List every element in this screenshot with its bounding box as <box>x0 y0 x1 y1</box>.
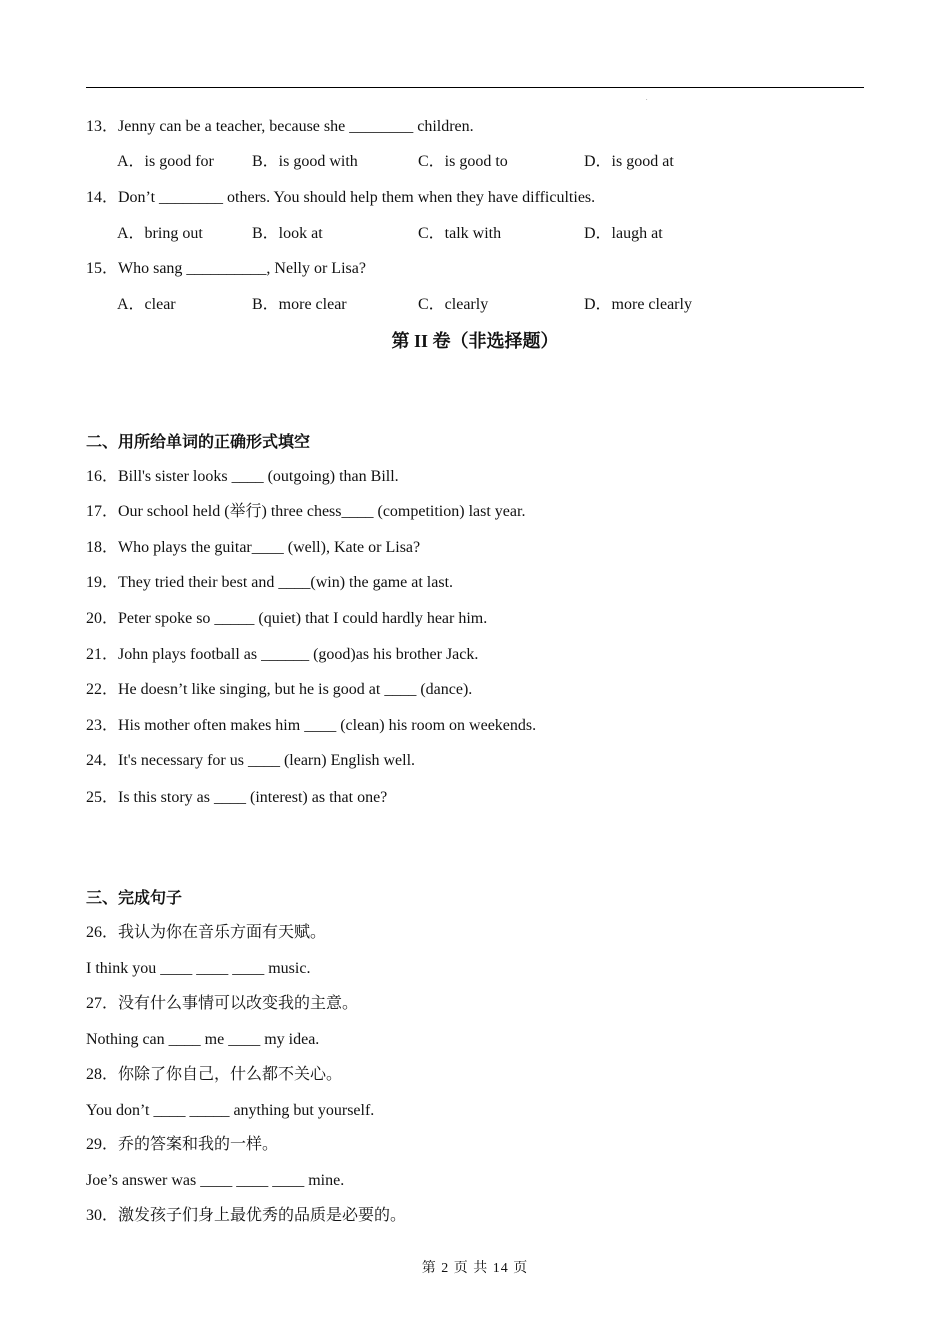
question-25: 25．Is this story as ____ (interest) as that one? <box>86 789 388 806</box>
question-30-chinese: 30．激发孩子们身上最优秀的品质是必要的。 <box>86 1207 407 1224</box>
option-a: A．bring out <box>117 225 203 242</box>
option-d: D．more clearly <box>584 296 692 313</box>
question-14-stem: 14．Don’t ________ others. You should help them when they have difficulties. <box>86 189 596 206</box>
header-rule <box>86 87 864 88</box>
question-29-english: Joe’s answer was ____ ____ ____ mine. <box>86 1172 345 1189</box>
question-18: 18．Who plays the guitar____ (well), Kate or Lisa? <box>86 539 421 556</box>
option-a: A．is good for <box>117 153 214 170</box>
question-26-english: I think you ____ ____ ____ music. <box>86 960 311 977</box>
option-c: C．is good to <box>418 153 508 170</box>
question-23: 23．His mother often makes him ____ (clean) his room on weekends. <box>86 717 537 734</box>
section-3-title: 三、完成句子 <box>86 890 183 907</box>
question-28-chinese: 28．你除了你自己，什么都不关心。 <box>86 1066 343 1083</box>
option-b: B．is good with <box>252 153 358 170</box>
question-22: 22．He doesn’t like singing, but he is good at ____ (dance). <box>86 681 473 698</box>
question-21: 21．John plays football as ______ (good)as his brother Jack. <box>86 646 479 663</box>
question-24: 24．It's necessary for us ____ (learn) English well. <box>86 752 416 769</box>
question-15-options <box>86 295 866 315</box>
option-d: D．laugh at <box>584 225 663 242</box>
option-c: C．talk with <box>418 225 502 242</box>
question-15-stem: 15．Who sang __________, Nelly or Lisa? <box>86 260 366 277</box>
question-19: 19．They tried their best and ____(win) the game at last. <box>86 574 454 591</box>
question-26-chinese: 26．我认为你在音乐方面有天赋。 <box>86 924 327 941</box>
question-17: 17．Our school held (举行) three chess____ (competition) last year. <box>86 503 526 520</box>
question-27-english: Nothing can ____ me ____ my idea. <box>86 1031 320 1048</box>
option-b: B．look at <box>252 225 323 242</box>
section-2-title: 二、用所给单词的正确形式填空 <box>86 434 311 451</box>
page-footer: 第 2 页 共 14 页 <box>421 1261 529 1276</box>
question-13-stem: 13．Jenny can be a teacher, because she ________ children. <box>86 118 474 135</box>
question-14-options <box>86 224 866 244</box>
question-20: 20．Peter spoke so _____ (quiet) that I could hardly hear him. <box>86 610 488 627</box>
header-dot: . <box>646 96 648 102</box>
question-13-options <box>86 152 866 172</box>
option-d: D．is good at <box>584 153 674 170</box>
option-c: C．clearly <box>418 296 489 313</box>
question-28-english: You don’t ____ _____ anything but yourself. <box>86 1102 375 1119</box>
option-a: A．clear <box>117 296 176 313</box>
question-27-chinese: 27．没有什么事情可以改变我的主意。 <box>86 995 359 1012</box>
question-29-chinese: 29．乔的答案和我的一样。 <box>86 1136 279 1153</box>
option-b: B．more clear <box>252 296 347 313</box>
part-2-title: 第 II 卷（非选择题） <box>391 331 559 351</box>
question-16: 16．Bill's sister looks ____ (outgoing) than Bill. <box>86 468 399 485</box>
